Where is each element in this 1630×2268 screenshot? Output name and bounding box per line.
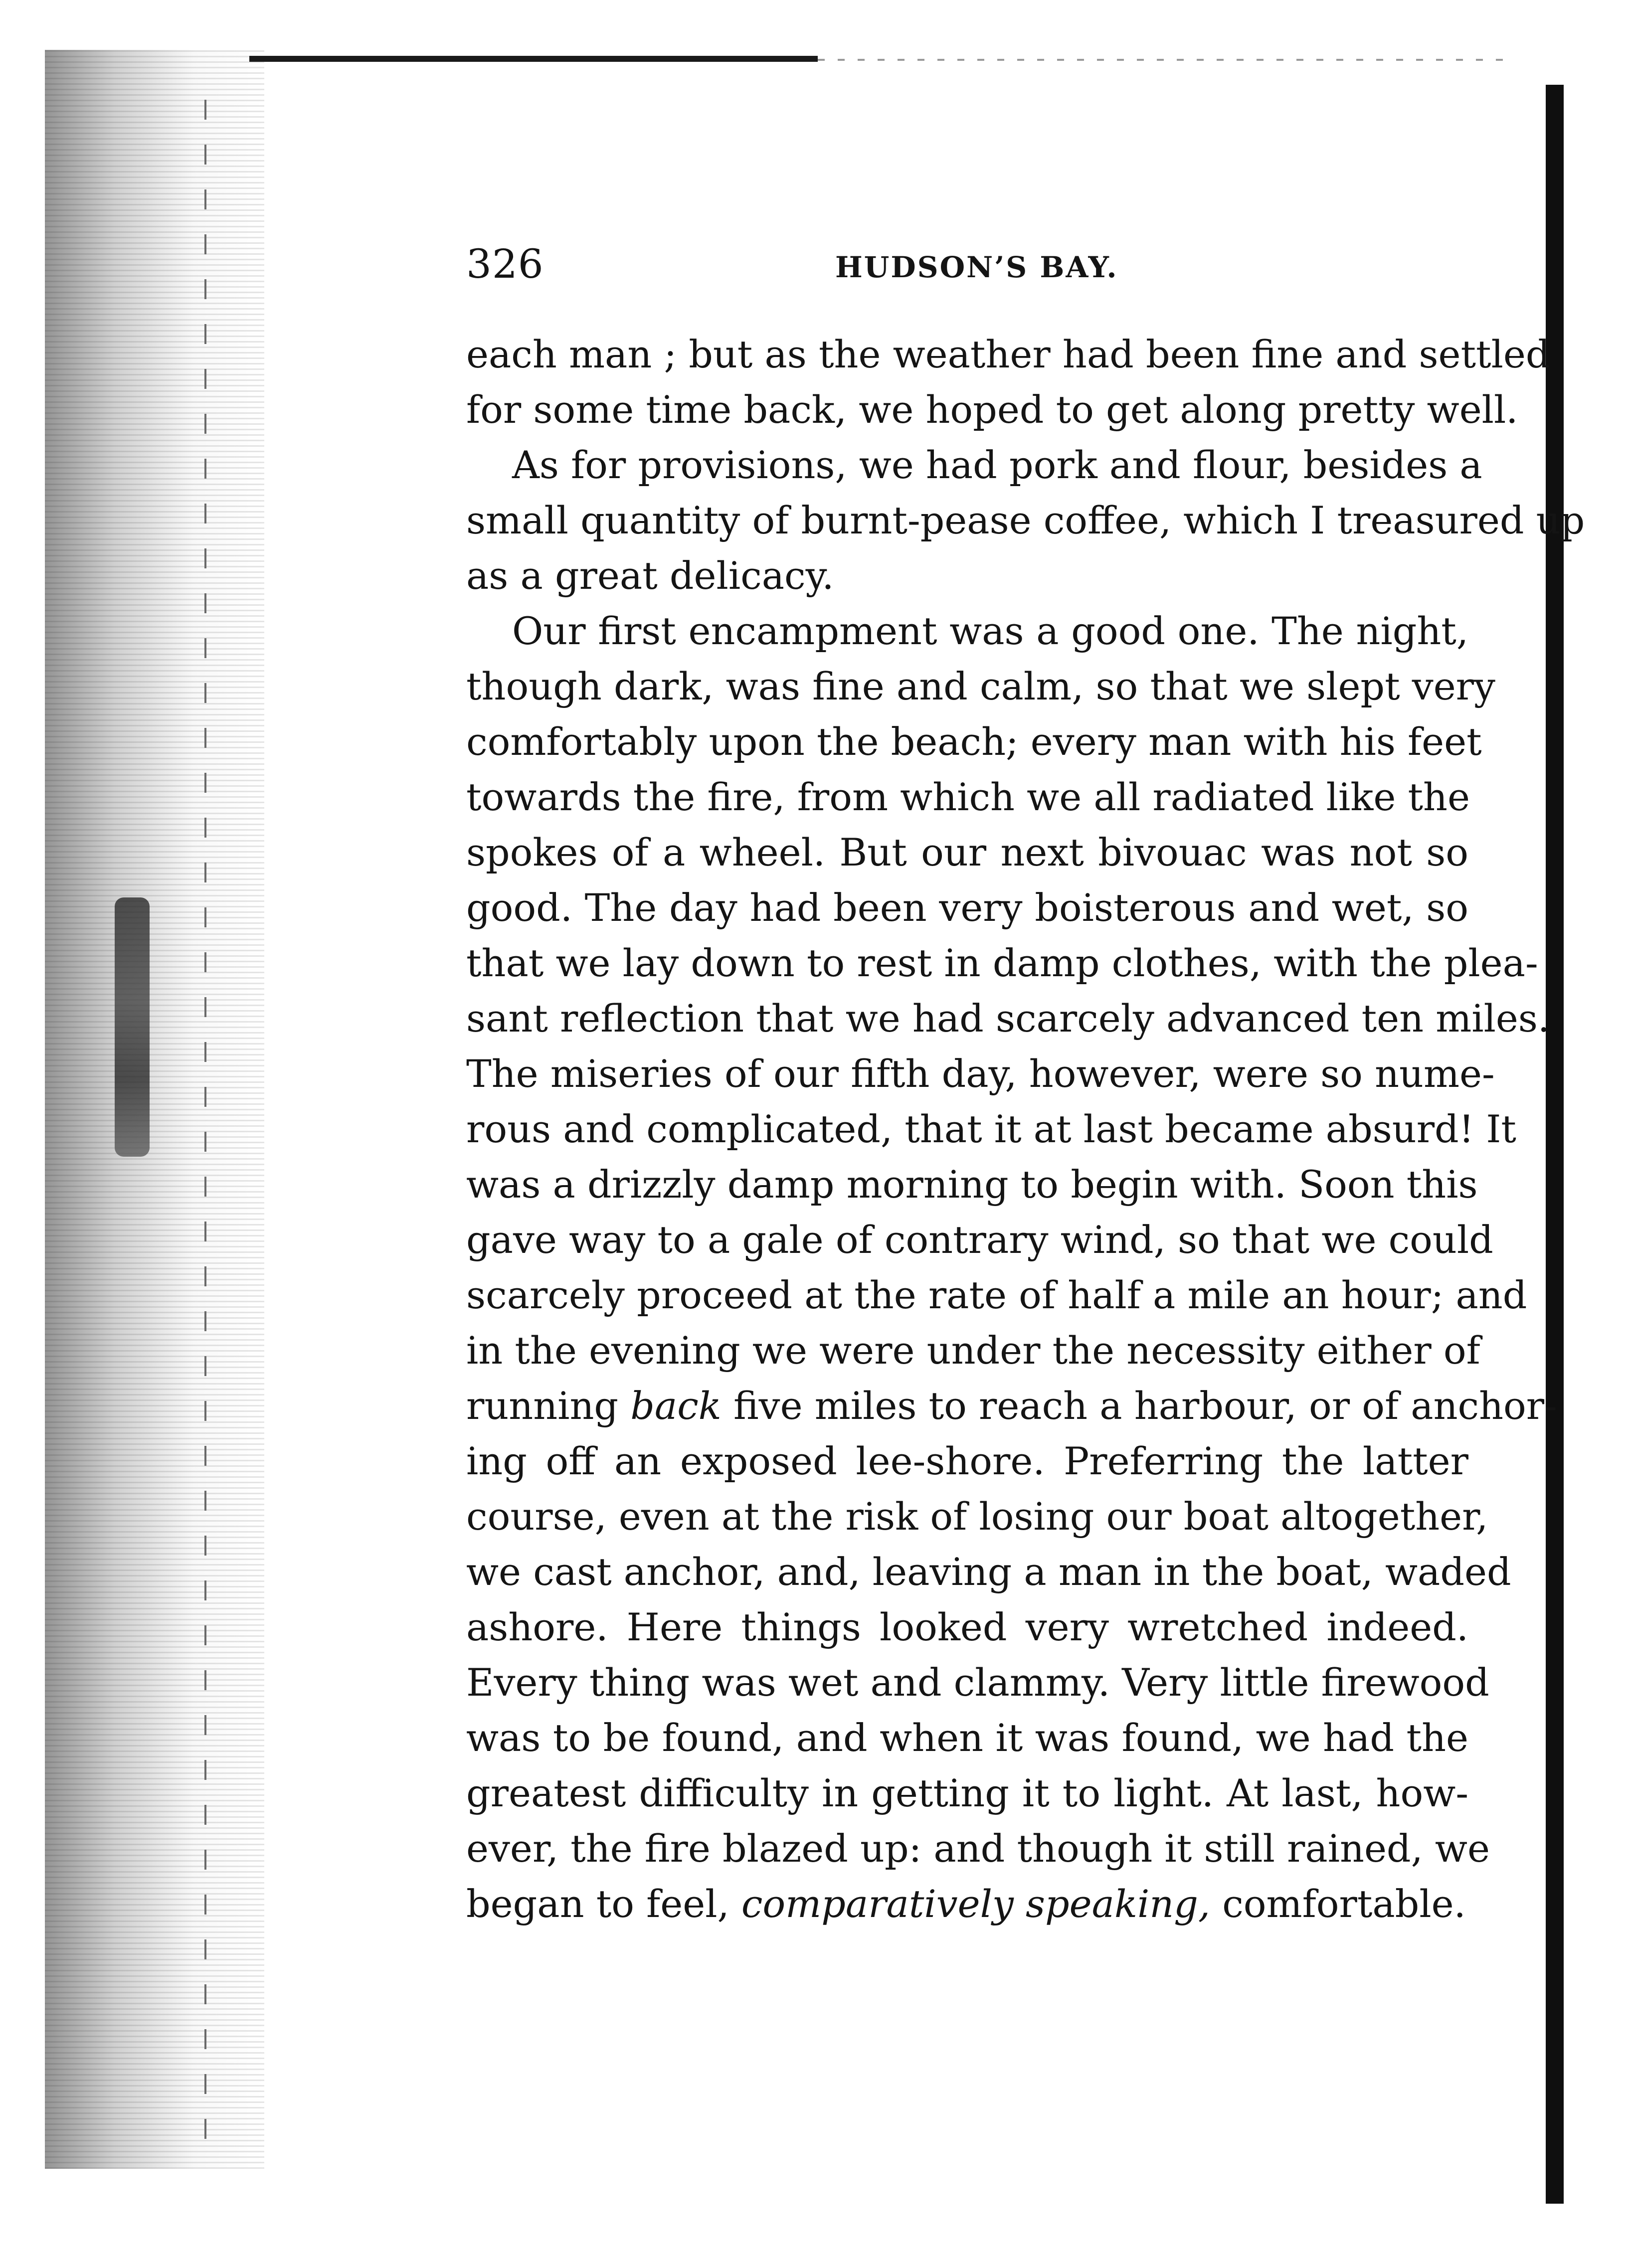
text-line: [466, 437, 1482, 493]
body-text: [466, 327, 1585, 1931]
text-line: [466, 1157, 1478, 1212]
text-line: [466, 1876, 1468, 1931]
scan-right-edge-bar: [1546, 85, 1564, 2204]
text-run: The miseries of our fifth day, however, were so nume-: [466, 1051, 1495, 1096]
scan-top-rule: [249, 56, 818, 62]
text-run: Every thing was wet and clammy. Very little firewood: [466, 1660, 1489, 1705]
text-run: in the evening we were under the necessity either of: [466, 1328, 1480, 1373]
text-run: good. The day had been very boisterous and wet, so: [466, 885, 1468, 930]
text-line: [466, 1655, 1489, 1710]
text-run: that we lay down to rest in damp clothes, with the plea-: [466, 941, 1538, 985]
text-run: running: [466, 1384, 631, 1428]
text-run: five miles to reach a harbour, or of anchor-: [721, 1384, 1557, 1428]
text-run: comfortable.: [1210, 1882, 1466, 1926]
text-run: each man ; but as the weather had been fine and settled: [466, 332, 1550, 376]
text-line: [466, 1267, 1527, 1323]
text-line: [466, 1378, 1557, 1433]
text-line: [466, 1046, 1495, 1101]
scan-smudge: [115, 897, 150, 1157]
text-run: Our first encampment was a good one. The night,: [512, 609, 1468, 653]
text-line: [466, 1599, 1468, 1655]
text-line: [466, 1433, 1468, 1489]
text-line: [466, 1101, 1516, 1157]
text-run: though dark, was fine and calm, so that we slept very: [466, 664, 1495, 708]
text-line: [466, 1821, 1490, 1876]
text-line: [466, 880, 1468, 935]
text-run: was to be found, and when it was found, we had the: [466, 1716, 1468, 1760]
text-line: [466, 1489, 1488, 1544]
text-run: course, even at the risk of losing our boat altogether,: [466, 1494, 1488, 1539]
text-run: sant reflection that we had scarcely advanced ten miles.: [466, 996, 1550, 1041]
text-line: [466, 825, 1468, 880]
text-run: small quantity of burnt-pease coffee, which I treasured up: [466, 498, 1585, 542]
text-run: scarcely proceed at the rate of half a mile an hour; and: [466, 1273, 1527, 1317]
text-line: [466, 548, 1468, 603]
text-line: [466, 1544, 1511, 1599]
text-line: [466, 1323, 1480, 1378]
text-run: ever, the fire blazed up: and though it still rained, we: [466, 1826, 1490, 1871]
text-run: as a great delicacy.: [466, 553, 834, 598]
text-run: spokes of a wheel. But our next bivouac was not so: [466, 830, 1468, 874]
text-run: began to feel,: [466, 1882, 741, 1926]
text-line: [466, 493, 1585, 548]
text-line: [466, 935, 1538, 991]
text-run: gave way to a gale of contrary wind, so that we could: [466, 1218, 1493, 1262]
text-line: [466, 1212, 1493, 1267]
text-run: As for provisions, we had pork and flour, besides a: [512, 443, 1482, 487]
text-line: [466, 1765, 1468, 1821]
text-run: ashore. Here things looked very wretched indeed.: [466, 1605, 1468, 1649]
italic-text: comparatively speaking,: [741, 1882, 1211, 1926]
italic-text: back: [630, 1384, 722, 1428]
text-line: [466, 1710, 1468, 1765]
text-run: towards the fire, from which we all radiated like the: [466, 775, 1470, 819]
scan-edge-line: [204, 100, 206, 2144]
text-line: [466, 659, 1495, 714]
page-header: [466, 234, 1463, 294]
page-number: 326: [466, 241, 544, 287]
text-line: [466, 382, 1518, 437]
text-line: [466, 769, 1468, 825]
text-line: [466, 327, 1550, 382]
text-run: greatest difficulty in getting it to light. At last, how-: [466, 1771, 1468, 1815]
text-line: [466, 991, 1550, 1046]
scan-spine-shadow: [45, 50, 264, 2169]
text-run: rous and complicated, that it at last became absurd! It: [466, 1107, 1516, 1151]
text-run: was a drizzly damp morning to begin with. Soon this: [466, 1162, 1478, 1207]
text-line: [466, 603, 1468, 659]
running-head: HUDSON’S BAY.: [835, 250, 1118, 284]
text-run: for some time back, we hoped to get along pretty well.: [466, 387, 1518, 432]
text-run: ing off an exposed lee-shore. Preferring the latter: [466, 1439, 1468, 1483]
text-line: [466, 714, 1482, 769]
text-run: we cast anchor, and, leaving a man in the boat, waded: [466, 1550, 1511, 1594]
text-run: comfortably upon the beach; every man with his feet: [466, 719, 1482, 764]
scan-top-rule-faint: [818, 59, 1516, 61]
